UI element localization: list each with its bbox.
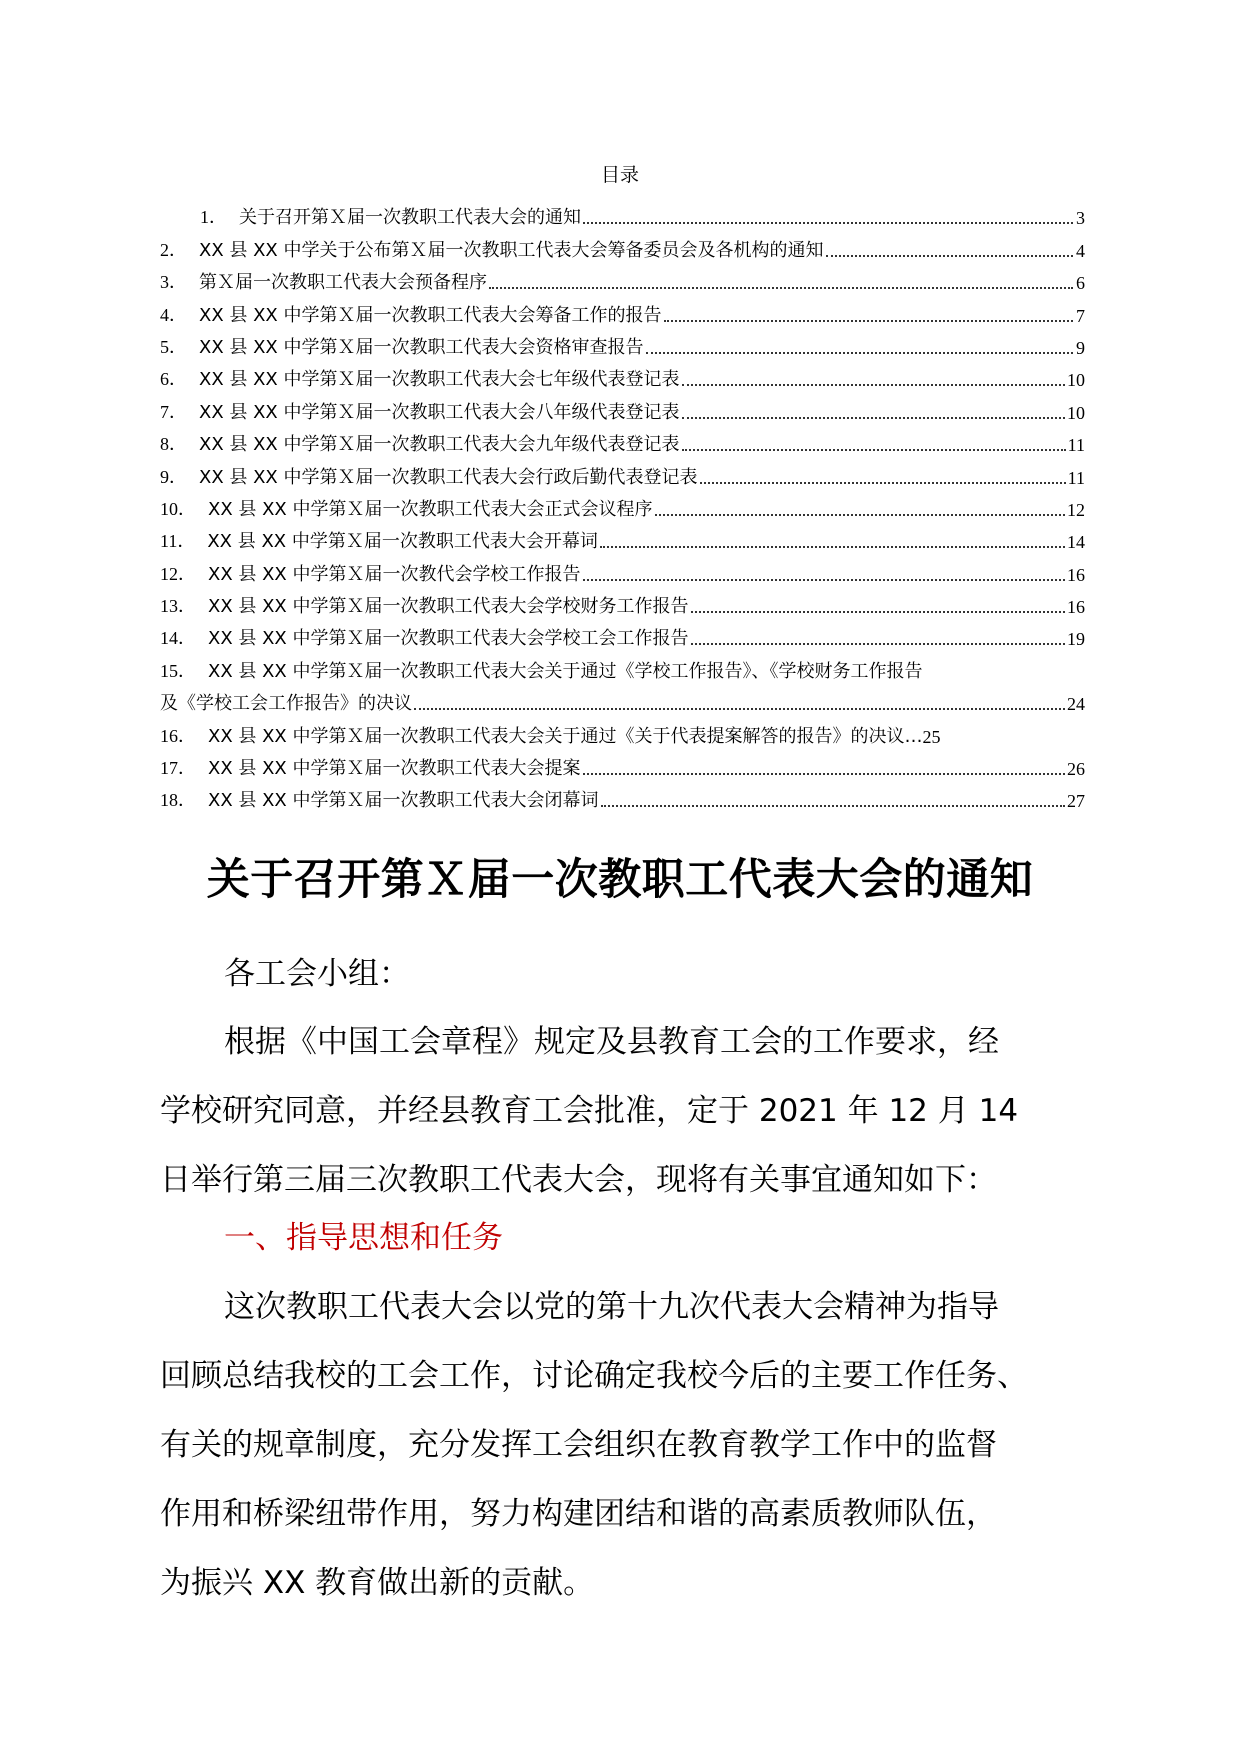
toc-entry-text: XX 县 XX 中学第Ｘ届一次教职工代表大会开幕词 xyxy=(207,531,598,553)
toc-entry-18[interactable] xyxy=(160,780,1085,812)
toc-leader-dots xyxy=(414,707,1065,710)
toc-entry-17[interactable] xyxy=(160,748,1085,780)
paragraph-2 xyxy=(160,1273,1090,1618)
toc-entry-page: 9 xyxy=(1076,337,1085,358)
toc-entry-13[interactable] xyxy=(160,586,1085,618)
paragraph-line: 作用和桥梁纽带作用，努力构建团结和谐的高素质教师队伍， xyxy=(160,1496,997,1532)
paragraph-line: 回顾总结我校的工会工作，讨论确定我校今后的主要工作任务、 xyxy=(160,1358,1028,1394)
toc-entry-number: 8． xyxy=(160,434,187,455)
toc-entry-text: XX 县 XX 中学第Ｘ届一次教职工代表大会学校财务工作报告 xyxy=(208,596,689,618)
toc-entry-text: XX 县 XX 中学第Ｘ届一次教职工代表大会八年级代表登记表 xyxy=(199,401,680,423)
toc-leader-dots xyxy=(583,772,1066,775)
toc-entry-number: 9． xyxy=(160,466,187,487)
toc-entry-1[interactable] xyxy=(160,197,1085,229)
section-heading-text: 一、指导思想和任务 xyxy=(224,1220,503,1256)
toc-entry-16[interactable] xyxy=(160,715,1085,747)
paragraph-line: 有关的规章制度，充分发挥工会组织在教育教学工作中的监督 xyxy=(160,1427,997,1463)
toc-leader-dots xyxy=(691,642,1066,645)
toc-entry-number: 17． xyxy=(160,758,196,779)
paragraph-line: 根据《中国工会章程》规定及县教育工会的工作要求，经 xyxy=(224,1024,999,1060)
paragraph-line: 学校研究同意，并经县教育工会批准，定于 2021 年 12 月 14 xyxy=(160,1093,1019,1129)
toc-entry-6[interactable] xyxy=(160,359,1085,391)
toc-entry-text: 关于召开第Ｘ届一次教职工代表大会的通知 xyxy=(239,207,581,229)
toc-entry-page: 16 xyxy=(1067,564,1085,585)
toc-title: 目录 xyxy=(600,165,639,186)
toc-entry-page: 27 xyxy=(1067,791,1085,812)
toc-entry-page: 24 xyxy=(1067,694,1085,715)
toc-entry-10[interactable] xyxy=(160,489,1085,521)
toc-entry-page: 11 xyxy=(1067,435,1085,456)
toc-entry-7[interactable] xyxy=(160,391,1085,423)
toc-entry-text: XX 县 XX 中学第Ｘ届一次教职工代表大会行政后勤代表登记表 xyxy=(199,466,698,488)
toc-entry-15-continued[interactable] xyxy=(160,683,1085,715)
toc-entry-number: 14． xyxy=(160,628,196,649)
toc-leader-dots xyxy=(655,513,1066,516)
toc-entry-number: 10． xyxy=(160,498,196,519)
salutation xyxy=(160,940,1090,1009)
toc-entry-page: 25 xyxy=(922,726,941,747)
toc-entry-9[interactable] xyxy=(160,456,1085,488)
toc-entry-8[interactable] xyxy=(160,424,1085,456)
toc-entry-page: 10 xyxy=(1067,402,1085,423)
toc-entry-number: 2． xyxy=(160,239,187,260)
toc-leader-dots xyxy=(826,254,1074,257)
toc-leader-dots xyxy=(583,221,1073,224)
table-of-contents xyxy=(160,197,1085,812)
toc-entry-11[interactable] xyxy=(160,521,1085,553)
toc-entry-number: 7． xyxy=(160,401,187,422)
toc-entry-text: 及《学校工会工作报告》的决议 xyxy=(160,693,412,715)
toc-entry-text: XX 县 XX 中学关于公布第Ｘ届一次教职工代表大会筹备委员会及各机构的通知 xyxy=(199,239,824,261)
toc-leader-dots xyxy=(682,416,1066,419)
toc-entry-text: XX 县 XX 中学第Ｘ届一次教职工代表大会七年级代表登记表 xyxy=(199,369,680,391)
document-title: 关于召开第Ｘ届一次教职工代表大会的通知 xyxy=(206,855,1034,905)
toc-entry-number: 15． xyxy=(160,660,196,681)
toc-entry-number: 16． xyxy=(160,725,196,746)
toc-entry-number: 11． xyxy=(160,531,196,552)
toc-leader-dots xyxy=(489,286,1073,289)
toc-entry-text: XX 县 XX 中学第Ｘ届一次教职工代表大会筹备工作的报告 xyxy=(199,304,662,326)
toc-entry-page: 3 xyxy=(1076,208,1085,229)
section-heading xyxy=(160,1204,1090,1273)
toc-entry-page: 19 xyxy=(1067,629,1085,650)
paragraph-line: 日举行第三届三次教职工代表大会，现将有关事宜通知如下： xyxy=(160,1162,997,1198)
toc-entry-page: 7 xyxy=(1076,305,1085,326)
toc-entry-2[interactable] xyxy=(160,229,1085,261)
toc-leader-dots xyxy=(600,545,1065,548)
toc-entry-page: 26 xyxy=(1067,759,1085,780)
toc-entry-number: 5． xyxy=(160,336,187,357)
toc-entry-number: 13． xyxy=(160,596,196,617)
toc-entry-text: XX 县 XX 中学第Ｘ届一次教职工代表大会闭幕词 xyxy=(208,790,599,812)
toc-entry-4[interactable] xyxy=(160,294,1085,326)
toc-entry-number: 4． xyxy=(160,304,187,325)
toc-entry-text: XX 县 XX 中学第Ｘ届一次教职工代表大会学校工会工作报告 xyxy=(208,628,689,650)
toc-entry-text: 第Ｘ届一次教职工代表大会预备程序 xyxy=(199,272,487,294)
toc-leader-dots xyxy=(646,351,1074,354)
toc-entry-number: 18． xyxy=(160,790,196,811)
toc-leader-dots xyxy=(601,804,1066,807)
toc-entry-text: XX 县 XX 中学第Ｘ届一次教职工代表大会正式会议程序 xyxy=(208,498,653,520)
toc-entry-12[interactable] xyxy=(160,553,1085,585)
toc-entry-number: 3． xyxy=(160,272,187,293)
toc-entry-page: 11 xyxy=(1067,467,1085,488)
toc-leader-dots xyxy=(664,319,1074,322)
toc-leader-dots xyxy=(691,610,1066,613)
toc-entry-text: XX 县 XX 中学第Ｘ届一次教职工代表大会关于通过《学校工作报告》、《学校财务工作报告 xyxy=(208,660,923,682)
toc-leader-dots xyxy=(700,481,1066,484)
toc-entry-page: 16 xyxy=(1067,597,1085,618)
toc-entry-page: 10 xyxy=(1067,370,1085,391)
toc-entry-page: 6 xyxy=(1076,273,1085,294)
toc-entry-text: XX 县 XX 中学第Ｘ届一次教代会学校工作报告 xyxy=(208,563,581,585)
toc-leader-dots xyxy=(682,448,1066,451)
toc-entry-text: XX 县 XX 中学第Ｘ届一次教职工代表大会关于通过《关于代表提案解答的报告》的决议… xyxy=(208,725,923,747)
toc-entry-number: 6． xyxy=(160,369,187,390)
toc-leader-dots xyxy=(682,383,1066,386)
toc-entry-number: 1． xyxy=(200,207,227,228)
toc-entry-5[interactable] xyxy=(160,327,1085,359)
toc-entry-text: XX 县 XX 中学第Ｘ届一次教职工代表大会提案 xyxy=(208,758,581,780)
toc-entry-14[interactable] xyxy=(160,618,1085,650)
toc-entry-page: 14 xyxy=(1067,532,1085,553)
paragraph-line: 这次教职工代表大会以党的第十九次代表大会精神为指导 xyxy=(224,1289,999,1325)
toc-entry-text: XX 县 XX 中学第Ｘ届一次教职工代表大会九年级代表登记表 xyxy=(199,434,680,456)
toc-entry-page: 4 xyxy=(1076,240,1085,261)
toc-leader-dots xyxy=(583,578,1066,581)
salutation-text: 各工会小组： xyxy=(224,956,410,992)
toc-entry-number: 12． xyxy=(160,563,196,584)
toc-entry-text: XX 县 XX 中学第Ｘ届一次教职工代表大会资格审查报告 xyxy=(199,336,644,358)
toc-entry-3[interactable] xyxy=(160,262,1085,294)
toc-entry-page: 12 xyxy=(1067,499,1085,520)
paragraph-1 xyxy=(160,1008,1090,1215)
toc-entry-15[interactable] xyxy=(160,650,1085,682)
paragraph-line: 为振兴 XX 教育做出新的贡献。 xyxy=(160,1565,595,1601)
